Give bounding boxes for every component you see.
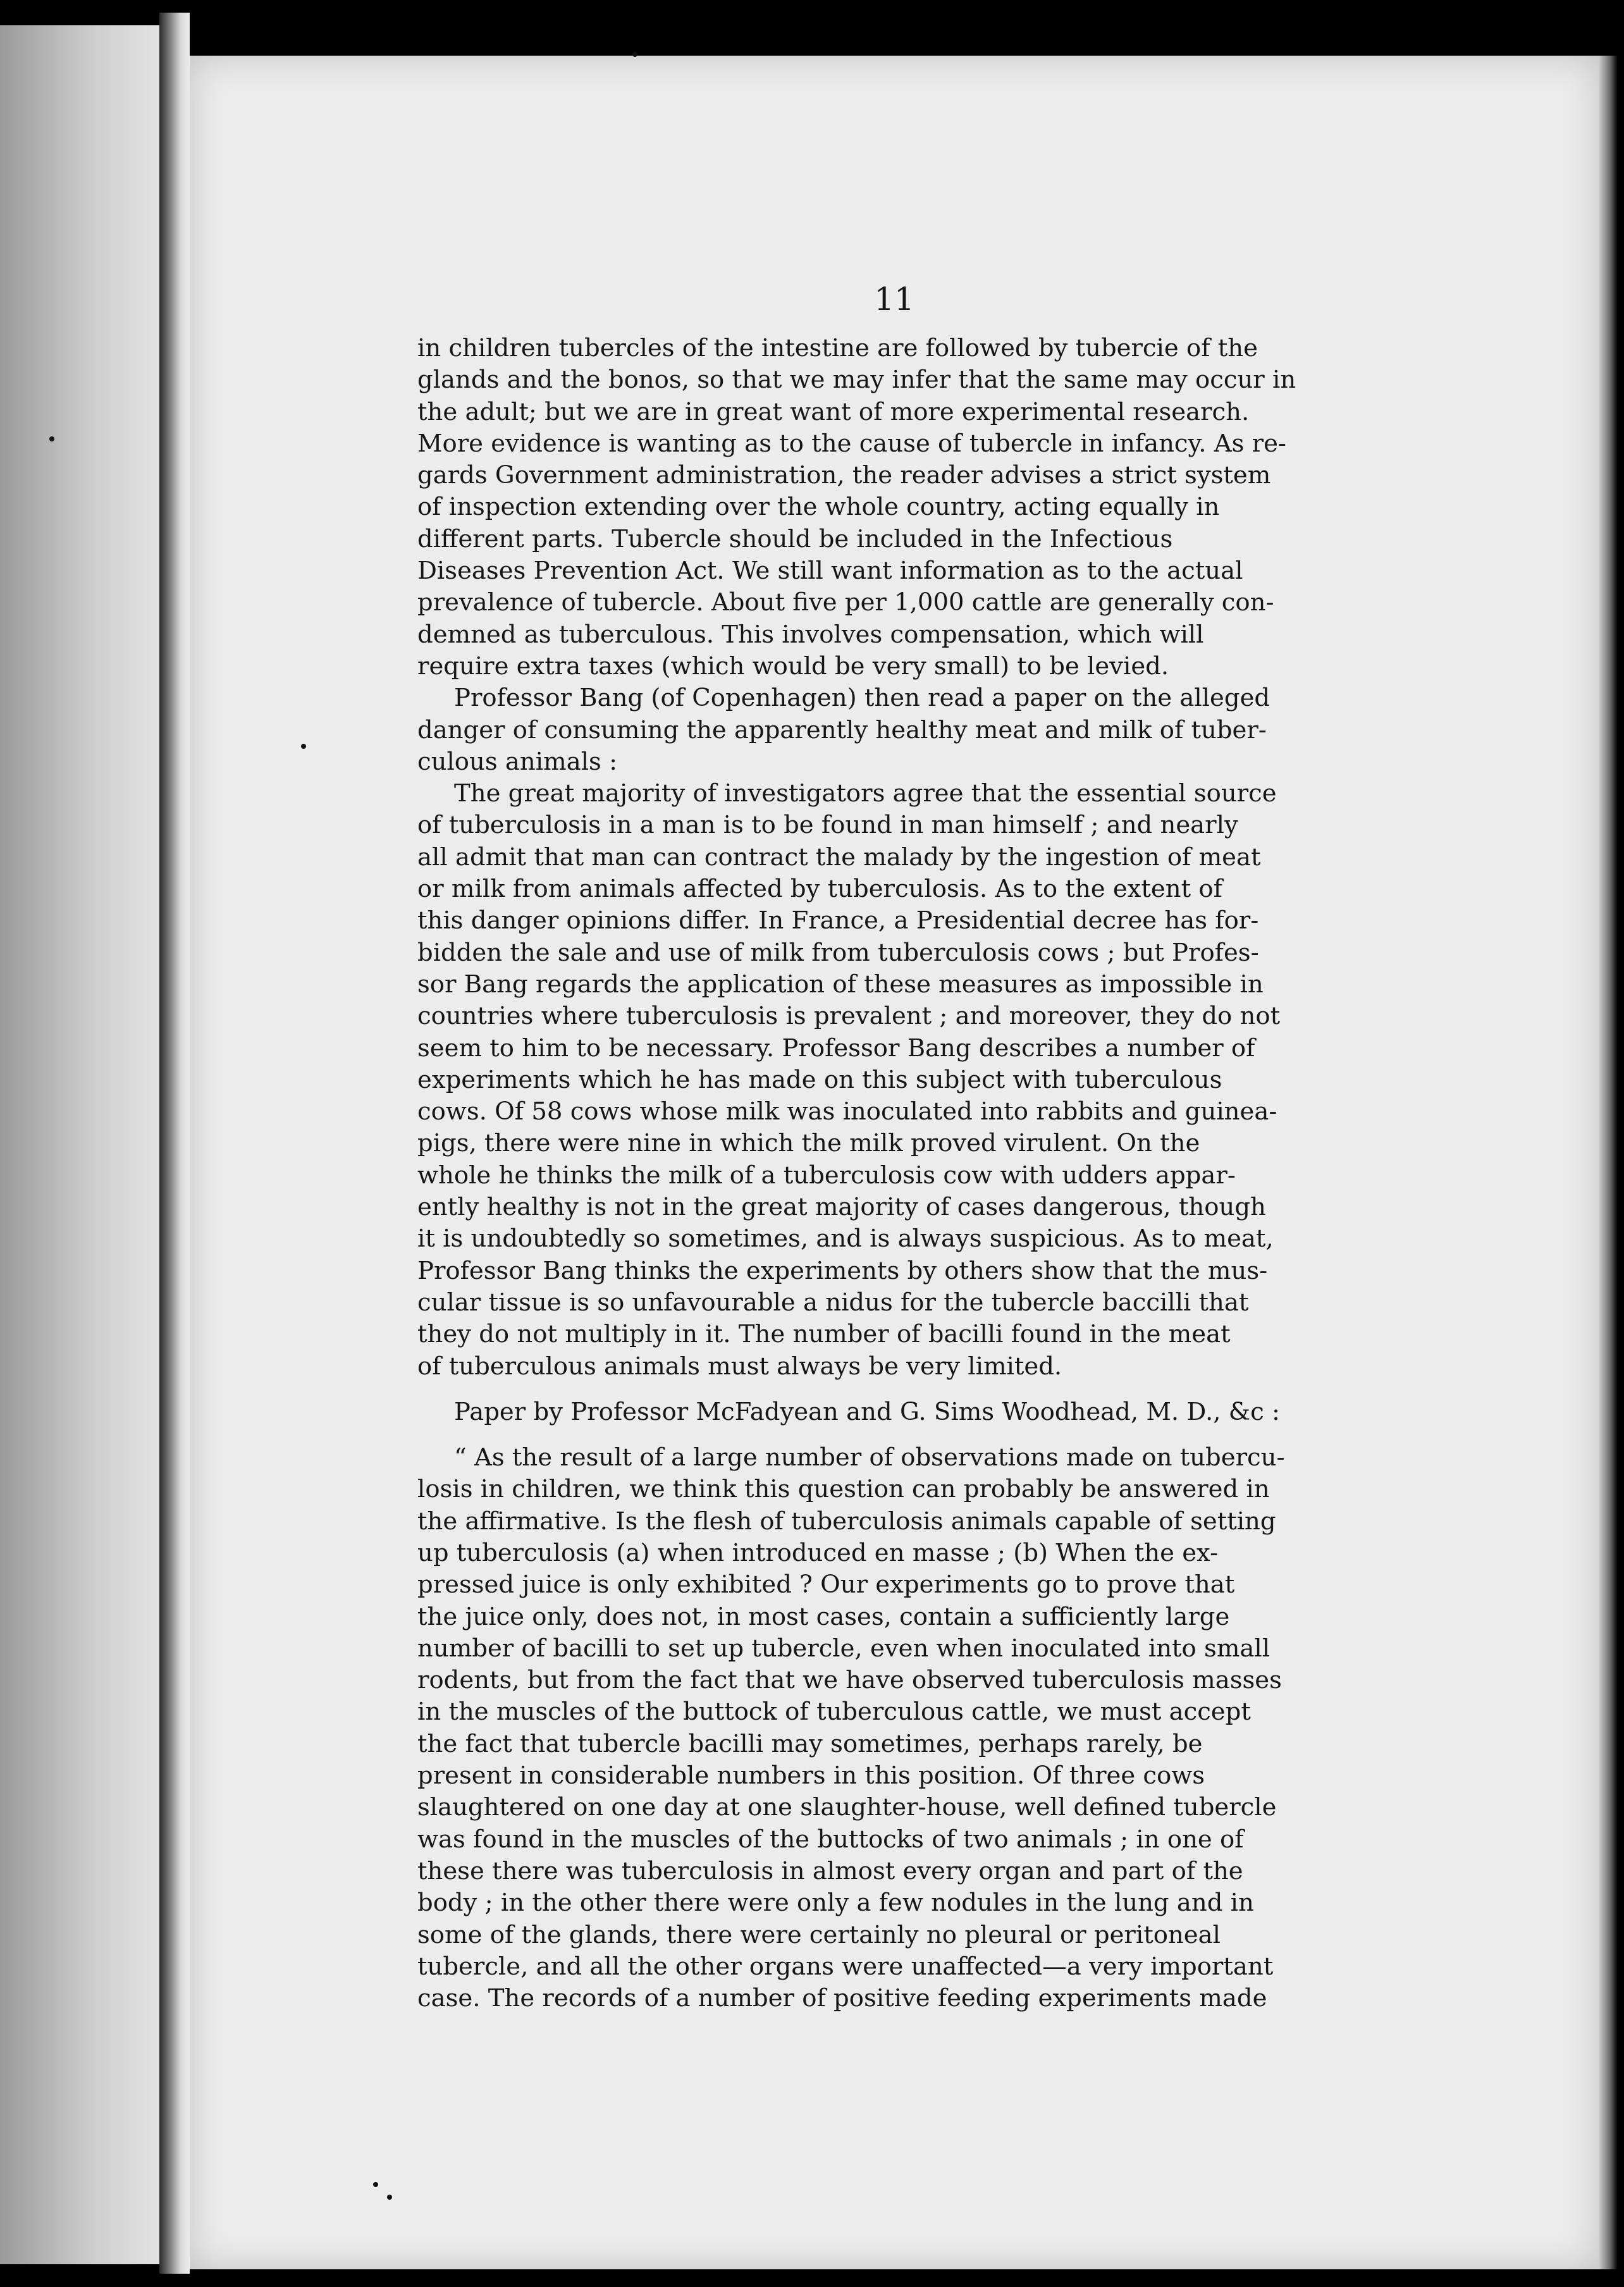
text-line: or milk from animals affected by tuberculosis. As to the extent of (417, 875, 1222, 904)
document-page (190, 56, 1599, 2269)
text-line: case. The records of a number of positive feeding experiments made (417, 1984, 1267, 2013)
text-line: slaughtered on one day at one slaughter-house, well defined tubercle (417, 1793, 1277, 1822)
scan-speck (49, 436, 54, 441)
scan-speck (387, 2195, 392, 2200)
text-line: More evidence is wanting as to the cause of tubercle in infancy. As re- (417, 429, 1286, 458)
text-line: body ; in the other there were only a few nodules in the lung and in (417, 1889, 1254, 1918)
text-line: demned as tuberculous. This involves compensation, which will (417, 620, 1204, 649)
binding-gutter (159, 13, 190, 2274)
text-line: in children tubercles of the intestine are followed by tubercie of the (417, 334, 1258, 362)
text-line: the affirmative. Is the flesh of tuberculosis animals capable of setting (417, 1507, 1276, 1536)
text-line: in the muscles of the buttock of tuberculous cattle, we must accept (417, 1698, 1251, 1727)
text-line: the juice only, does not, in most cases, contain a sufficiently large (417, 1602, 1230, 1631)
text-line: Professor Bang (of Copenhagen) then read a paper on the alleged (454, 684, 1270, 713)
text-line: pigs, there were nine in which the milk proved virulent. On the (417, 1129, 1200, 1158)
facing-page (0, 25, 159, 2264)
text-line: seem to him to be necessary. Professor Bang describes a number of (417, 1033, 1255, 1063)
paragraph (417, 682, 1385, 778)
text-line: all admit that man can contract the malady by the ingestion of meat (417, 842, 1261, 872)
text-line: culous animals : (417, 747, 618, 776)
text-line: cular tissue is so unfavourable a nidus for the tubercle baccilli that (417, 1288, 1249, 1317)
text-line: danger of consuming the apparently healthy meat and milk of tuber- (417, 715, 1267, 744)
paragraph (417, 1396, 1385, 1428)
text-line: this danger opinions differ. In France, a Presidential decree has for- (417, 906, 1259, 935)
text-line: Professor Bang thinks the experiments by others show that the mus- (417, 1256, 1268, 1285)
text-line: cows. Of 58 cows whose milk was inoculated into rabbits and guinea- (417, 1097, 1277, 1126)
text-line: was found in the muscles of the buttocks of two animals ; in one of (417, 1825, 1244, 1854)
text-line: ently healthy is not in the great majority of cases dangerous, though (417, 1193, 1266, 1222)
text-line: present in considerable numbers in this position. Of three cows (417, 1761, 1205, 1791)
text-line: up tuberculosis (a) when introduced en masse ; (b) When the ex- (417, 1538, 1219, 1567)
text-line: glands and the bonos, so that we may infer that the same may occur in (417, 366, 1296, 395)
text-line: Diseases Prevention Act. We still want information as to the actual (417, 557, 1243, 586)
text-line: these there was tuberculosis in almost every organ and part of the (417, 1856, 1243, 1885)
body-text (417, 333, 1385, 2014)
paragraph (417, 333, 1385, 682)
text-line: sor Bang regards the application of these measures as impossible in (417, 970, 1264, 999)
text-line: experiments which he has made on this subject with tuberculous (417, 1065, 1222, 1094)
scan-speck (373, 2182, 378, 2187)
text-line: the fact that tubercle bacilli may sometimes, perhaps rarely, be (417, 1729, 1203, 1758)
text-line: The great majority of investigators agree that the essential source (454, 779, 1277, 808)
text-line: the adult; but we are in great want of more experimental research. (417, 397, 1250, 426)
text-line: of tuberculous animals must always be very limited. (417, 1352, 1062, 1381)
text-line: some of the glands, there were certainly no pleural or peritoneal (417, 1920, 1221, 1949)
text-line: tubercle, and all the other organs were unaffected—a very important (417, 1952, 1274, 1981)
text-line: of tuberculosis in a man is to be found in man himself ; and nearly (417, 811, 1238, 840)
text-line: they do not multiply in it. The number of bacilli found in the meat (417, 1320, 1231, 1349)
paragraph (417, 778, 1385, 1383)
text-line: “ As the result of a large number of observations made on tubercu- (454, 1443, 1285, 1472)
text-line: gards Government administration, the reader advises a strict system (417, 461, 1271, 490)
scan-speck (632, 52, 637, 57)
text-line: pressed juice is only exhibited ? Our experiments go to prove that (417, 1570, 1235, 1600)
scan-speck (301, 744, 306, 749)
text-line: losis in children, we think this question can probably be answered in (417, 1475, 1270, 1504)
text-line: number of bacilli to set up tubercle, even when inoculated into small (417, 1634, 1270, 1663)
text-line: bidden the sale and use of milk from tuberculosis cows ; but Profes- (417, 938, 1259, 967)
page-edge-shadow (1599, 56, 1618, 2269)
text-line: prevalence of tubercle. About five per 1,000 cattle are generally con- (417, 588, 1274, 617)
text-line: require extra taxes (which would be very small) to be levied. (417, 651, 1169, 681)
text-line: different parts. Tubercle should be included in the Infectious (417, 524, 1173, 553)
text-line: Paper by Professor McFadyean and G. Sims Woodhead, M. D., &c : (454, 1397, 1280, 1426)
text-line: whole he thinks the milk of a tuberculosis cow with udders appar- (417, 1161, 1236, 1190)
paragraph (417, 1442, 1385, 2014)
text-line: it is undoubtedly so sometimes, and is always suspicious. As to meat, (417, 1224, 1274, 1254)
text-line: countries where tuberculosis is prevalent ; and moreover, they do not (417, 1002, 1281, 1031)
text-line: of inspection extending over the whole country, acting equally in (417, 493, 1220, 522)
text-line: rodents, but from the fact that we have observed tuberculosis masses (417, 1666, 1282, 1695)
page-number: 11 (874, 281, 914, 317)
